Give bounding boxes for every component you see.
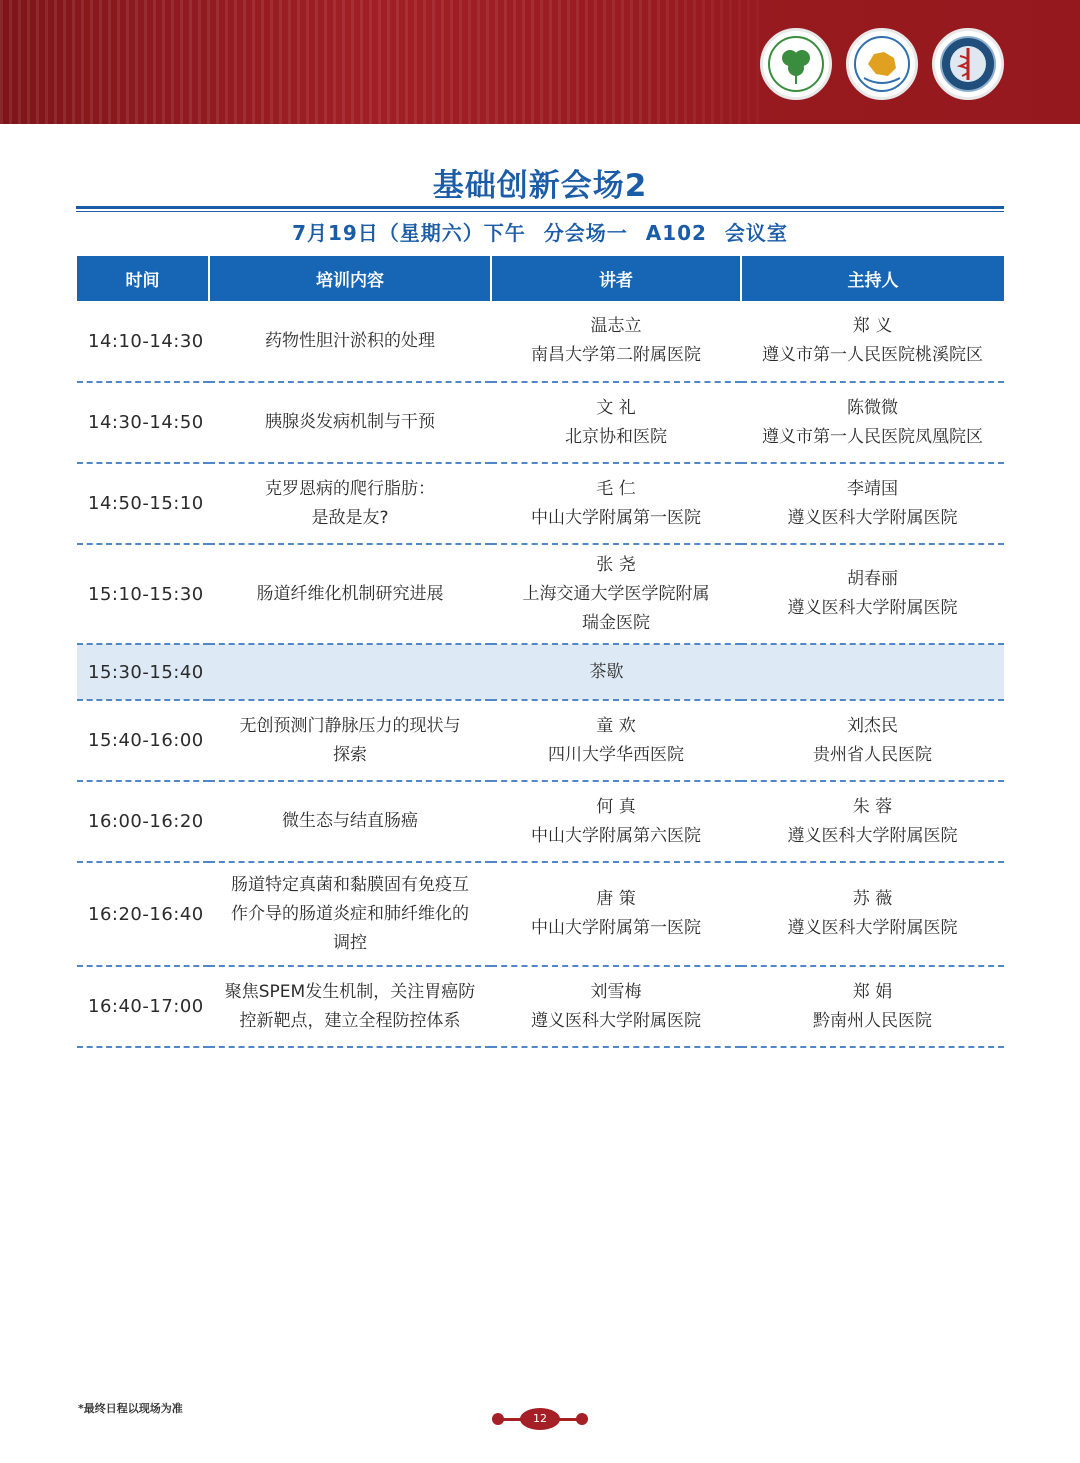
table-row [77,301,1004,382]
host-cell [741,966,1004,1047]
host-line: 郑 娟 [852,981,893,1002]
session-subtitle: 7月19日（星期六）下午 分会场一 A102 会议室 [292,221,788,245]
host-cell [741,463,1004,544]
page-number: 12 [520,1408,560,1430]
logo-group [760,28,1004,100]
host-cell [741,700,1004,781]
table-row [77,700,1004,781]
column-header-topic: 培训内容 [209,256,491,301]
header-banner [0,0,1080,124]
title-rule-thin [76,211,1004,212]
host-line: 苏 薇 [852,889,893,909]
time-cell: 14:10-14:30 [77,301,209,382]
topic-line: 探索 [333,744,367,765]
speaker-line: 刘雪梅 [590,981,642,1002]
speaker-line: 遵义医科大学附属医院 [531,1010,701,1031]
speaker-line: 文 礼 [596,397,636,418]
host-cell [741,862,1004,966]
topic-line: 调控 [333,932,367,953]
speaker-line: 南昌大学第二附属医院 [531,345,701,365]
page-number-badge [492,1406,588,1432]
table-header-row [77,256,1004,301]
speaker-cell [491,966,741,1047]
guizhou-map-logo [846,28,918,100]
host-line: 郑 义 [852,316,893,336]
table-row [77,966,1004,1047]
speaker-line: 中山大学附属第六医院 [531,825,701,846]
topic-line: 胰腺炎发病机制与干预 [265,412,435,432]
topic-cell [209,382,491,463]
host-line: 遵义市第一人民医院桃溪院区 [762,345,983,365]
host-line: 遵义医科大学附属医院 [787,507,958,528]
column-header-speaker: 讲者 [491,256,741,301]
speaker-line: 张 尧 [596,554,636,575]
host-line: 朱 蓉 [852,796,893,817]
host-line: 李靖国 [847,478,898,499]
topic-line: 控新靶点，建立全程防控体系 [239,1010,461,1031]
schedule-table [77,256,1004,1048]
host-line: 遵义市第一人民医院凤凰院区 [762,426,983,447]
host-line: 刘杰民 [847,715,898,736]
speaker-line: 中山大学附属第一医院 [531,918,701,938]
speaker-cell [491,862,741,966]
table-row [77,781,1004,862]
host-line: 贵州省人民医院 [813,744,932,765]
host-cell [741,382,1004,463]
time-cell: 15:30-15:40 [77,644,209,700]
time-cell: 16:20-16:40 [77,862,209,966]
speaker-cell [491,382,741,463]
topic-cell [209,700,491,781]
host-line: 遵义医科大学附属医院 [787,825,958,846]
schedule-body [77,301,1004,1047]
time-cell: 14:30-14:50 [77,382,209,463]
column-header-time: 时间 [77,256,209,301]
speaker-line: 上海交通大学医学院附属 [522,583,710,604]
speaker-line: 四川大学华西医院 [548,744,684,765]
speaker-cell [491,544,741,644]
time-cell: 16:40-17:00 [77,966,209,1047]
speaker-line: 毛 仁 [596,478,636,499]
topic-line: 无创预测门静脉压力的现状与 [239,715,461,736]
speaker-line: 唐 策 [596,889,636,909]
topic-line: 肠道特定真菌和黏膜固有免疫互 [231,874,469,895]
host-cell [741,301,1004,382]
topic-line: 微生态与结直肠癌 [282,811,418,831]
host-cell [741,781,1004,862]
speaker-cell [491,301,741,382]
time-cell: 15:40-16:00 [77,700,209,781]
clover-association-logo [760,28,832,100]
host-line: 胡春丽 [847,569,898,589]
speaker-line: 瑞金医院 [582,612,650,633]
host-cell [741,544,1004,644]
speaker-cell [491,463,741,544]
footnote: *最终日程以现场为准 [78,1402,183,1415]
speaker-line: 何 真 [596,796,636,817]
break-cell: 茶歇 [209,644,1004,700]
speaker-line: 温志立 [590,316,642,336]
speaker-line: 中山大学附属第一医院 [531,507,701,528]
table-row [77,382,1004,463]
topic-line: 药物性胆汁淤积的处理 [265,330,435,351]
break-row [77,644,1004,700]
topic-line: 作介导的肠道炎症和肺纤维化的 [231,903,469,924]
time-cell: 16:00-16:20 [77,781,209,862]
speaker-cell [491,700,741,781]
title-rule [76,206,1004,209]
page-title: 基础创新会场2 [432,168,648,204]
topic-cell [209,966,491,1047]
speaker-line: 童 欢 [596,715,636,736]
topic-line: 克罗恩病的爬行脂肪： [265,478,435,499]
host-line: 遵义医科大学附属医院 [787,598,958,618]
topic-cell [209,463,491,544]
host-line: 遵义医科大学附属医院 [787,918,958,938]
topic-line: 是敌是友? [311,507,389,528]
column-header-host: 主持人 [741,256,1004,301]
topic-cell [209,301,491,382]
topic-cell [209,862,491,966]
host-line: 黔南州人民医院 [813,1010,932,1031]
time-cell: 14:50-15:10 [77,463,209,544]
speaker-line: 北京协和医院 [565,426,667,447]
time-cell: 15:10-15:30 [77,544,209,644]
host-line: 陈微微 [847,397,898,418]
table-row [77,544,1004,644]
topic-cell [209,544,491,644]
table-row [77,463,1004,544]
topic-cell [209,781,491,862]
page-ornament-dot-right [576,1413,588,1425]
topic-line: 聚焦SPEM发生机制，关注胃癌防 [224,981,476,1002]
medical-caduceus-logo [932,28,1004,100]
topic-line: 肠道纤维化机制研究进展 [256,583,444,604]
speaker-cell [491,781,741,862]
table-row [77,862,1004,966]
